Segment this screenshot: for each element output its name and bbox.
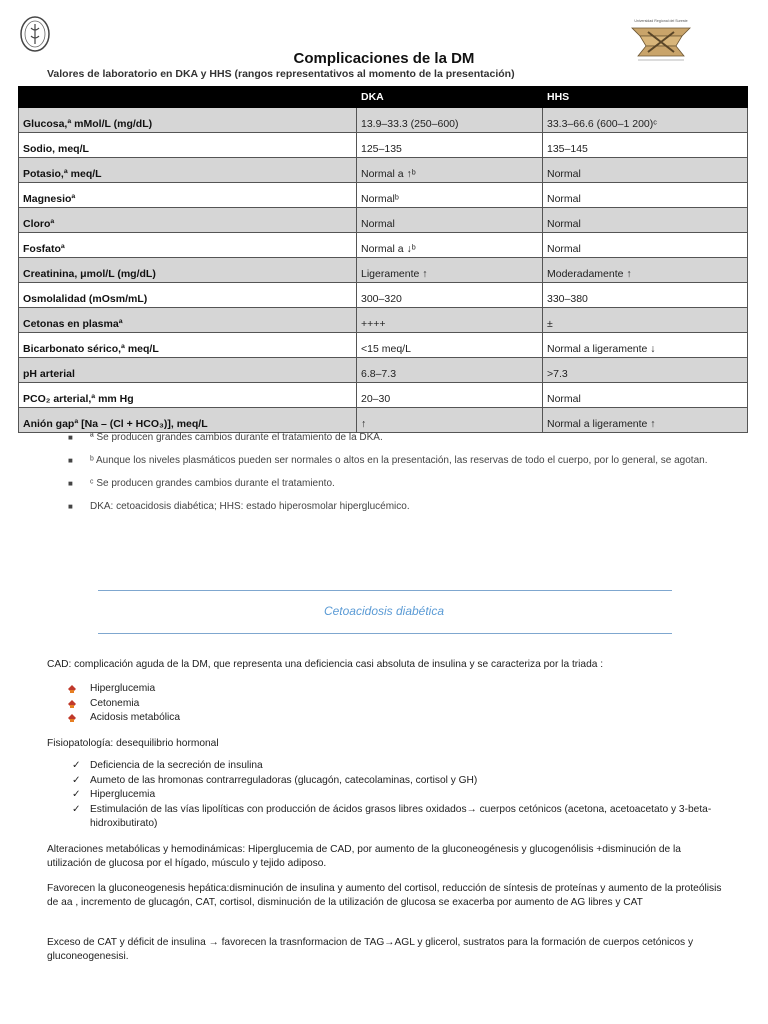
dka-cell: ↑ (357, 408, 543, 433)
paragraph: Exceso de CAT y déficit de insulina → favorecen la trasnformacion de TAG→AGL y glicerol, sustratos para la formación de cuerpos cetónicos y gluconeogenesisi. (47, 937, 694, 962)
paragraph: Favorecen la gluconeogenesis hepática:disminución de insulina y aumento del cortisol, reducción de síntesis de proteínas y aumento de la proteólisis de aa , incremento de glucagón, CAT, cortisol, disminución de la utilización de glucosa se exacerba por aumento de AG libres y CAT (47, 883, 722, 908)
dka-cell: <15 meq/L (357, 333, 543, 358)
pointer-bullet-icon (68, 700, 76, 708)
divider (98, 590, 672, 591)
row-label: Creatinina, μmol/L (mg/dL) (19, 258, 357, 283)
pointer-bullet-icon (68, 685, 76, 693)
hhs-cell: Normal (543, 383, 748, 408)
hhs-cell: Normal (543, 183, 748, 208)
footnote-item (68, 495, 738, 518)
list-item: ✓ Aumeto de las hromonas contrarreguladoras (glucagón, catecolaminas, cortisol y GH) (72, 774, 732, 789)
row-label: PCO₂ arterial,ª mm Hg (19, 383, 357, 408)
dka-cell: Ligeramente ↑ (357, 258, 543, 283)
row-label: Sodio, meq/L (19, 133, 357, 158)
page-title: Complicaciones de la DM (293, 50, 475, 67)
hhs-cell: ± (543, 308, 748, 333)
fisio-list (72, 759, 732, 832)
dka-cell: ++++ (357, 308, 543, 333)
dka-cell: 300–320 (357, 283, 543, 308)
pointer-bullet-icon (68, 714, 76, 722)
square-bullet-icon: ■ (68, 479, 73, 488)
dka-cell: Normal a ↑ᵇ (357, 158, 543, 183)
footnote-item (68, 472, 738, 495)
table-row (19, 333, 748, 358)
hhs-cell: 330–380 (543, 283, 748, 308)
dka-cell: 13.9–33.3 (250–600) (357, 108, 543, 133)
university-logo-text: Universidad Regional del Sureste (634, 19, 688, 23)
list-item: Acidosis metabólica (68, 711, 180, 726)
table-row (19, 208, 748, 233)
footnote-text: DKA: cetoacidosis diabética; HHS: estado hiperosmolar hiperglucémico. (90, 501, 410, 512)
cad-intro: CAD: complicación aguda de la DM, que representa una deficiencia casi absoluta de insulina y se caracteriza por la triada : (47, 659, 604, 670)
dka-cell: 20–30 (357, 383, 543, 408)
footnote-item (68, 426, 738, 449)
square-bullet-icon: ■ (68, 502, 73, 511)
row-label: Glucosa,ª mMol/L (mg/dL) (19, 108, 357, 133)
table-row (19, 158, 748, 183)
table-row (19, 233, 748, 258)
dka-cell: Normal (357, 208, 543, 233)
hhs-cell: 33.3–66.6 (600–1 200)ᶜ (543, 108, 748, 133)
table-row (19, 358, 748, 383)
table-row (19, 183, 748, 208)
list-item: ✓ Deficiencia de la secreción de insulina (72, 759, 732, 774)
row-label: Osmolalidad (mOsm/mL) (19, 283, 357, 308)
footnote-text: ª Se producen grandes cambios durante el tratamiento de la DKA. (90, 432, 383, 443)
list-item: Cetonemia (68, 697, 180, 712)
column-header (19, 87, 357, 108)
paragraph: Alteraciones metabólicas y hemodinámicas: Hiperglucemia de CAD, por aumento de la gluconeogénesis y glucogenólisis +disminución de la utilización de glucosa por el hígado, músculo y tejido adiposo. (47, 844, 681, 869)
row-label: pH arterial (19, 358, 357, 383)
list-item: ✓ Hiperglucemia (72, 788, 732, 803)
dka-cell: Normal a ↓ᵇ (357, 233, 543, 258)
row-label: Potasio,ª meq/L (19, 158, 357, 183)
row-label: Bicarbonato sérico,ª meq/L (19, 333, 357, 358)
table-row (19, 383, 748, 408)
table-row (19, 308, 748, 333)
row-label: Anión gapª [Na – (Cl + HCO₃)], meq/L (19, 408, 357, 433)
column-header: HHS (543, 87, 748, 108)
table-footnotes (68, 426, 738, 518)
hhs-cell: Moderadamente ↑ (543, 258, 748, 283)
checkmark-icon: ✓ (72, 760, 81, 771)
square-bullet-icon: ■ (68, 456, 73, 465)
footnote-item (68, 449, 738, 472)
section-title: Cetoacidosis diabética (323, 604, 445, 618)
table-header-row (19, 87, 748, 108)
hhs-cell: Normal (543, 208, 748, 233)
dka-cell: 125–135 (357, 133, 543, 158)
table-row (19, 258, 748, 283)
footnote-text: ᵇ Aunque los niveles plasmáticos pueden ser normales o altos en la presentación, las reservas de todo el cuerpo, por lo general, se agotan. (90, 455, 708, 466)
row-label: Cetonas en plasmaª (19, 308, 357, 333)
footnote-text: ᶜ Se producen grandes cambios durante el tratamiento. (90, 478, 335, 489)
fisiopatologia-label: Fisiopatología: desequilibrio hormonal (47, 738, 219, 749)
dka-cell: Normalᵇ (357, 183, 543, 208)
hhs-cell: >7.3 (543, 358, 748, 383)
column-header: DKA (357, 87, 543, 108)
hhs-cell: Normal a ligeramente ↓ (543, 333, 748, 358)
hhs-cell: 135–145 (543, 133, 748, 158)
table-row (19, 283, 748, 308)
university-seal-icon (18, 14, 52, 54)
lab-values-table (18, 86, 748, 433)
triad-list (68, 682, 180, 726)
table-row (19, 108, 748, 133)
checkmark-icon: ✓ (72, 789, 81, 800)
hhs-cell: Normal (543, 158, 748, 183)
row-label: Cloroª (19, 208, 357, 233)
table-caption: Valores de laboratorio en DKA y HHS (rangos representativos al momento de la presentación) (47, 68, 515, 80)
checkmark-icon: ✓ (72, 803, 81, 815)
divider (98, 633, 672, 634)
hhs-cell: Normal (543, 233, 748, 258)
list-item: ✓ Estimulación de las vías lipolíticas con producción de ácidos grasos libres oxidados→ cuerpos cetónicos (acetona, acetoacetato y 3-beta-hidroxibutirato) (72, 803, 712, 829)
hhs-cell: Normal a ligeramente ↑ (543, 408, 748, 433)
square-bullet-icon: ■ (68, 433, 73, 442)
list-item: Hiperglucemia (68, 682, 180, 697)
row-label: Fosfatoª (19, 233, 357, 258)
checkmark-icon: ✓ (72, 774, 81, 786)
row-label: Magnesioª (19, 183, 357, 208)
dka-cell: 6.8–7.3 (357, 358, 543, 383)
table-row (19, 133, 748, 158)
